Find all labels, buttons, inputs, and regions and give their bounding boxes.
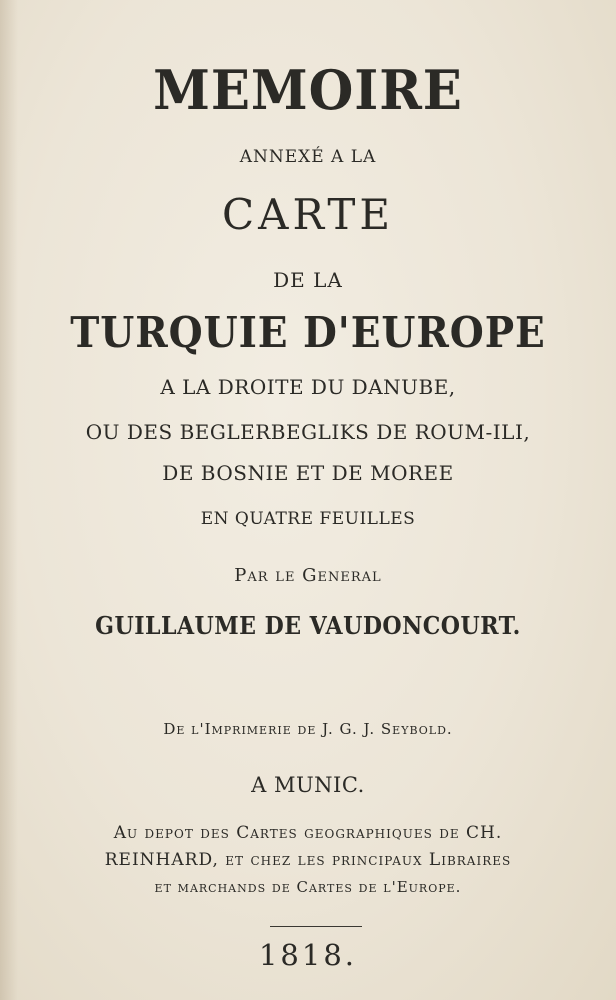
publisher-line-2: REINHARD, et chez les principaux Libraires <box>104 850 512 870</box>
main-title: MEMOIRE <box>153 58 463 122</box>
publisher-line-3: et marchands de Cartes de l'Europe. <box>154 878 462 896</box>
city-line: A MUNIC. <box>251 773 365 797</box>
turquie-title: TURQUIE D'EUROPE <box>70 308 546 357</box>
printer-line: De l'Imprimerie de J. G. J. Seybold. <box>163 720 453 738</box>
subtitle-line-4: EN QUATRE FEUILLES <box>200 509 416 529</box>
author-name: GUILLAUME DE VAUDONCOURT. <box>95 611 521 640</box>
de-la-line: DE LA <box>273 268 343 292</box>
by-the-general: Par le General <box>234 565 382 586</box>
subtitle-line-2: OU DES BEGLERBEGLIKS DE ROUM-ILI, <box>85 420 531 444</box>
publisher-line-1: Au depot des Cartes geographiques de CH. <box>113 823 503 843</box>
carte-title: CARTE <box>221 190 395 239</box>
publication-year: 1818. <box>258 938 358 972</box>
subtitle-line-3: DE BOSNIE ET DE MOREE <box>162 461 454 485</box>
divider-rule <box>270 926 362 927</box>
annexe-line: ANNEXÉ A LA <box>239 147 377 167</box>
subtitle-line-1: A LA DROITE DU DANUBE, <box>160 375 456 399</box>
